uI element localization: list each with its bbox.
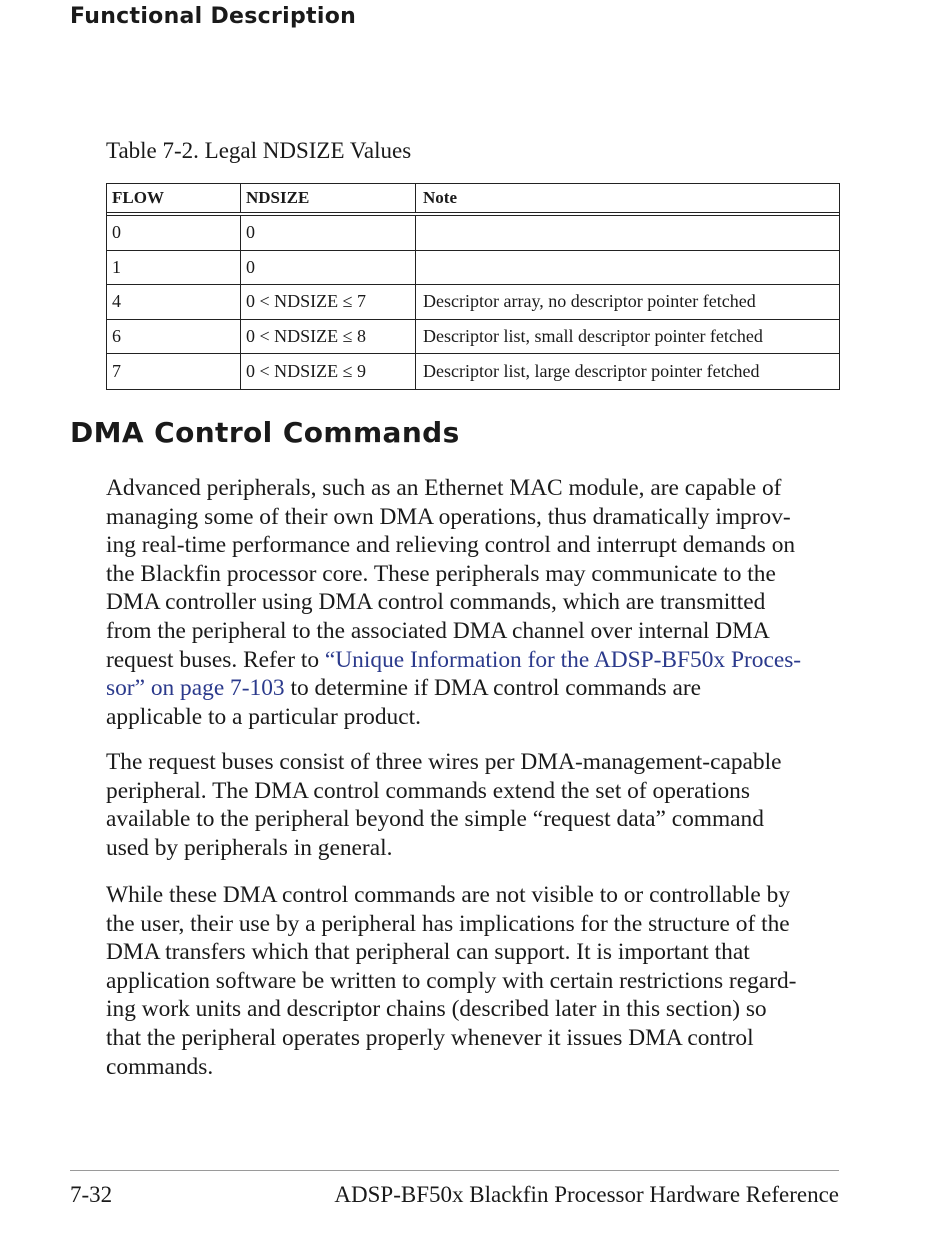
table-row: [107, 320, 839, 355]
paragraph-line: used by peripherals in general.: [106, 834, 393, 861]
table-row: [107, 216, 839, 251]
cell-flow: 0: [107, 216, 241, 250]
section-heading: DMA Control Commands: [70, 416, 460, 449]
cross-reference-link[interactable]: sor” on page 7-103: [106, 675, 285, 702]
paragraph-line: Advanced peripherals, such as an Ethernet MAC module, are capable of: [106, 475, 782, 501]
paragraph-line: managing some of their own DMA operations, thus dramatically improv-: [106, 503, 791, 530]
paragraph-line: peripheral. The DMA control commands extend the set of operations: [106, 777, 750, 804]
paragraph-text: request buses. Refer to: [106, 646, 325, 673]
paragraph-line: DMA controller using DMA control commands, which are transmitted: [106, 589, 766, 616]
cell-note: [416, 216, 839, 250]
column-header-ndsize: NDSIZE: [241, 184, 416, 212]
footer-divider: [70, 1170, 839, 1171]
paragraph-line: The request buses consist of three wires per DMA-management-capable: [106, 749, 782, 775]
paragraph-request-buses: [106, 748, 846, 862]
cell-flow: 1: [107, 251, 241, 285]
paragraph-line: the Blackfin processor core. These peripherals may communicate to the: [106, 560, 776, 587]
paragraph-line: ing work units and descriptor chains (described later in this section) so: [106, 996, 767, 1023]
paragraph-line: DMA transfers which that peripheral can support. It is important that: [106, 939, 750, 966]
column-header-note: Note: [423, 188, 457, 207]
paragraph-line: ing real-time performance and relieving control and interrupt demands on: [106, 532, 796, 559]
paragraph-line: from the peripheral to the associated DMA channel over internal DMA: [106, 617, 770, 644]
cell-ndsize: 0: [241, 251, 416, 285]
paragraph-line: application software be written to comply with certain restrictions regard-: [106, 967, 797, 994]
paragraph-line: commands.: [106, 1053, 214, 1080]
cell-ndsize: 0 < NDSIZE ≤ 9: [241, 354, 416, 389]
paragraph-line: While these DMA control commands are not visible to or controllable by: [106, 882, 791, 908]
paragraph-line: the user, their use by a peripheral has implications for the structure of the: [106, 910, 790, 937]
ndsize-table: [106, 183, 840, 390]
paragraph-restrictions: [106, 881, 846, 1081]
cell-note: [416, 251, 839, 285]
page-number: 7-32: [70, 1182, 113, 1207]
cell-ndsize: 0 < NDSIZE ≤ 8: [241, 320, 416, 354]
paragraph-dma-control-intro: [106, 474, 846, 731]
table-row: [107, 354, 839, 389]
cell-flow: 7: [107, 354, 241, 389]
table-header-row: [107, 184, 839, 216]
running-header-title: Functional Description: [70, 4, 357, 29]
cell-flow: 4: [107, 285, 241, 319]
paragraph-line: applicable to a particular product.: [106, 703, 421, 730]
table-caption: Table 7-2. Legal NDSIZE Values: [106, 138, 412, 163]
cell-note: Descriptor array, no descriptor pointer fetched: [423, 291, 756, 312]
cell-note: Descriptor list, large descriptor pointer fetched: [423, 361, 760, 382]
cell-ndsize: 0 < NDSIZE ≤ 7: [241, 285, 416, 319]
paragraph-text: to determine if DMA control commands are: [284, 675, 702, 702]
table-row: [107, 251, 839, 286]
footer-book-title: ADSP-BF50x Blackfin Processor Hardware Reference: [334, 1182, 839, 1207]
table-row: [107, 285, 839, 320]
cell-flow: 6: [107, 320, 241, 354]
paragraph-line: [106, 674, 846, 703]
paragraph-line: that the peripheral operates properly whenever it issues DMA control: [106, 1024, 754, 1051]
cross-reference-link[interactable]: “Unique Information for the ADSP-BF50x Proces-: [324, 646, 802, 673]
paragraph-line: [106, 646, 846, 675]
cell-note: Descriptor list, small descriptor pointer fetched: [423, 326, 763, 347]
cell-ndsize: 0: [241, 216, 416, 250]
column-header-flow: FLOW: [107, 184, 241, 212]
paragraph-line: available to the peripheral beyond the simple “request data” command: [106, 806, 764, 833]
